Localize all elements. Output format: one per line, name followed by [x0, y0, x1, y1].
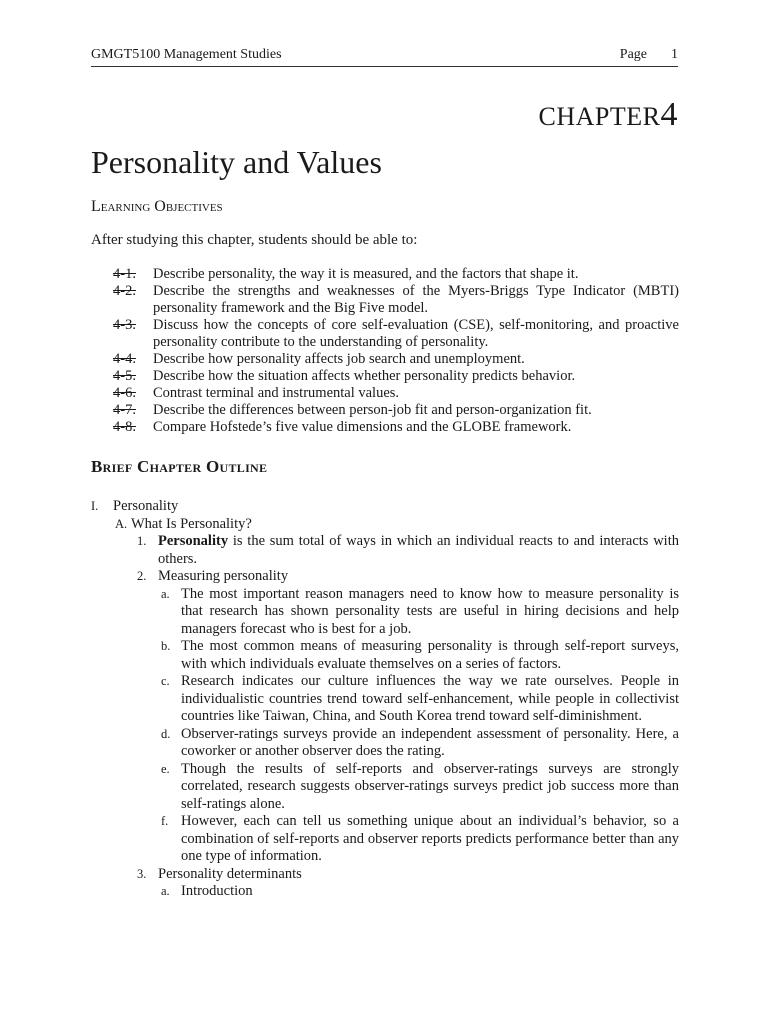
objective-code: 4-4. — [113, 351, 136, 367]
objective-item — [113, 419, 679, 436]
outline-point-text: The most common means of measuring personality is through self-report surveys, with which individuals evaluate themselves on a series of factors. — [181, 638, 679, 672]
page-header — [91, 46, 678, 67]
outline-subsection — [91, 516, 679, 534]
outline-section — [91, 498, 679, 516]
outline-item-text: is the sum total of ways in which an individual reacts to and interacts with others. — [158, 533, 679, 567]
learning-objectives-heading: Learning Objectives — [91, 198, 223, 215]
objective-code: 4-6. — [113, 385, 136, 401]
objective-code: 4-2. — [113, 283, 136, 299]
outline-point-text: Research indicates our culture influences the way we rate ourselves. People in individualistic countries trend toward self-enhancement, while people in collectivist countries like Taiwan, China, and South Korea trend toward self-diminishment. — [181, 673, 679, 724]
outline-item-text: Personality determinants — [158, 865, 302, 882]
outline-marker: c. — [161, 674, 170, 688]
outline-marker: a. — [161, 884, 170, 898]
objectives-intro: After studying this chapter, students should be able to: — [91, 232, 418, 248]
outline-point-text: Though the results of self-reports and observer-ratings surveys are strongly correlated, research suggests observer-ratings surveys predict job success more than self-ratings alone. — [181, 760, 679, 812]
outline-marker: a. — [161, 586, 170, 601]
objective-code: 4-1. — [113, 266, 136, 282]
chapter-word: CHAPTER — [538, 102, 661, 131]
objective-code: 4-7. — [113, 402, 136, 418]
chapter-label — [539, 96, 678, 134]
outline-subsection-title: What Is Personality? — [131, 515, 252, 532]
outline-point — [91, 883, 679, 901]
objective-text: Contrast terminal and instrumental values. — [153, 385, 400, 401]
outline-point — [91, 638, 679, 673]
outline-point — [91, 761, 679, 814]
outline-point — [91, 813, 679, 866]
outline-marker: 2. — [137, 569, 147, 583]
page-number: 1 — [671, 47, 678, 62]
objective-code: 4-8. — [113, 419, 136, 435]
outline-marker: A. — [115, 516, 128, 531]
outline-point-text: The most important reason managers need to know how to measure personality is that research has shown personality tests are useful in hiring decisions and help managers forecast who is best for a job. — [181, 585, 679, 637]
outline-point — [91, 673, 679, 726]
objective-item — [113, 385, 679, 402]
objective-item — [113, 368, 679, 385]
objective-text: Describe the differences between person-job fit and person-organization fit. — [153, 402, 592, 418]
outline-marker: b. — [161, 639, 171, 653]
outline-marker: f. — [161, 814, 169, 828]
outline-point-text: Introduction — [181, 883, 253, 899]
outline-marker: e. — [161, 761, 170, 776]
chapter-outline — [91, 498, 679, 901]
outline-point — [91, 726, 679, 761]
objective-code: 4-5. — [113, 368, 136, 384]
outline-point-text: However, each can tell us something unique about an individual’s behavior, so a combination of self-reports and observer reports predicts performance better than any one type of information. — [181, 813, 679, 864]
outline-marker: 1. — [137, 534, 147, 548]
course-title: GMGT5100 Management Studies — [91, 47, 282, 62]
key-term: Personality — [158, 533, 229, 549]
objective-text: Describe how personality affects job search and unemployment. — [153, 351, 525, 367]
outline-item — [91, 866, 679, 884]
outline-section-title: Personality — [113, 498, 179, 514]
objective-item — [113, 317, 679, 351]
objective-text: Describe personality, the way it is measured, and the factors that shape it. — [153, 266, 579, 282]
objective-text: Describe how the situation affects whether personality predicts behavior. — [153, 368, 576, 384]
objective-code: 4-3. — [113, 317, 136, 333]
page-indicator — [620, 47, 678, 63]
objective-text: Discuss how the concepts of core self-evaluation (CSE), self-monitoring, and proactive personality contribute to the understanding of personality. — [153, 317, 679, 350]
outline-marker: 3. — [137, 866, 147, 881]
objectives-list — [113, 266, 679, 436]
objective-item — [113, 283, 679, 317]
outline-point — [91, 586, 679, 639]
outline-point-text: Observer-ratings surveys provide an independent assessment of personality. Here, a coworker or another observer does the rating. — [181, 725, 679, 759]
objective-item — [113, 402, 679, 419]
outline-heading: Brief Chapter Outline — [91, 457, 268, 476]
outline-item-text: Measuring personality — [158, 568, 289, 584]
objective-item — [113, 351, 679, 368]
objective-item — [113, 266, 679, 283]
outline-marker: d. — [161, 726, 171, 741]
outline-item — [91, 533, 679, 568]
chapter-number: 4 — [660, 96, 678, 133]
outline-item — [91, 568, 679, 586]
page-title: Personality and Values — [91, 144, 382, 180]
page-label: Page — [619, 47, 647, 62]
objective-text: Describe the strengths and weaknesses of the Myers-Briggs Type Indicator (MBTI) personality framework and the Big Five model. — [153, 283, 679, 316]
outline-marker: I. — [91, 499, 99, 513]
objective-text: Compare Hofstede’s five value dimensions and the GLOBE framework. — [153, 419, 572, 435]
